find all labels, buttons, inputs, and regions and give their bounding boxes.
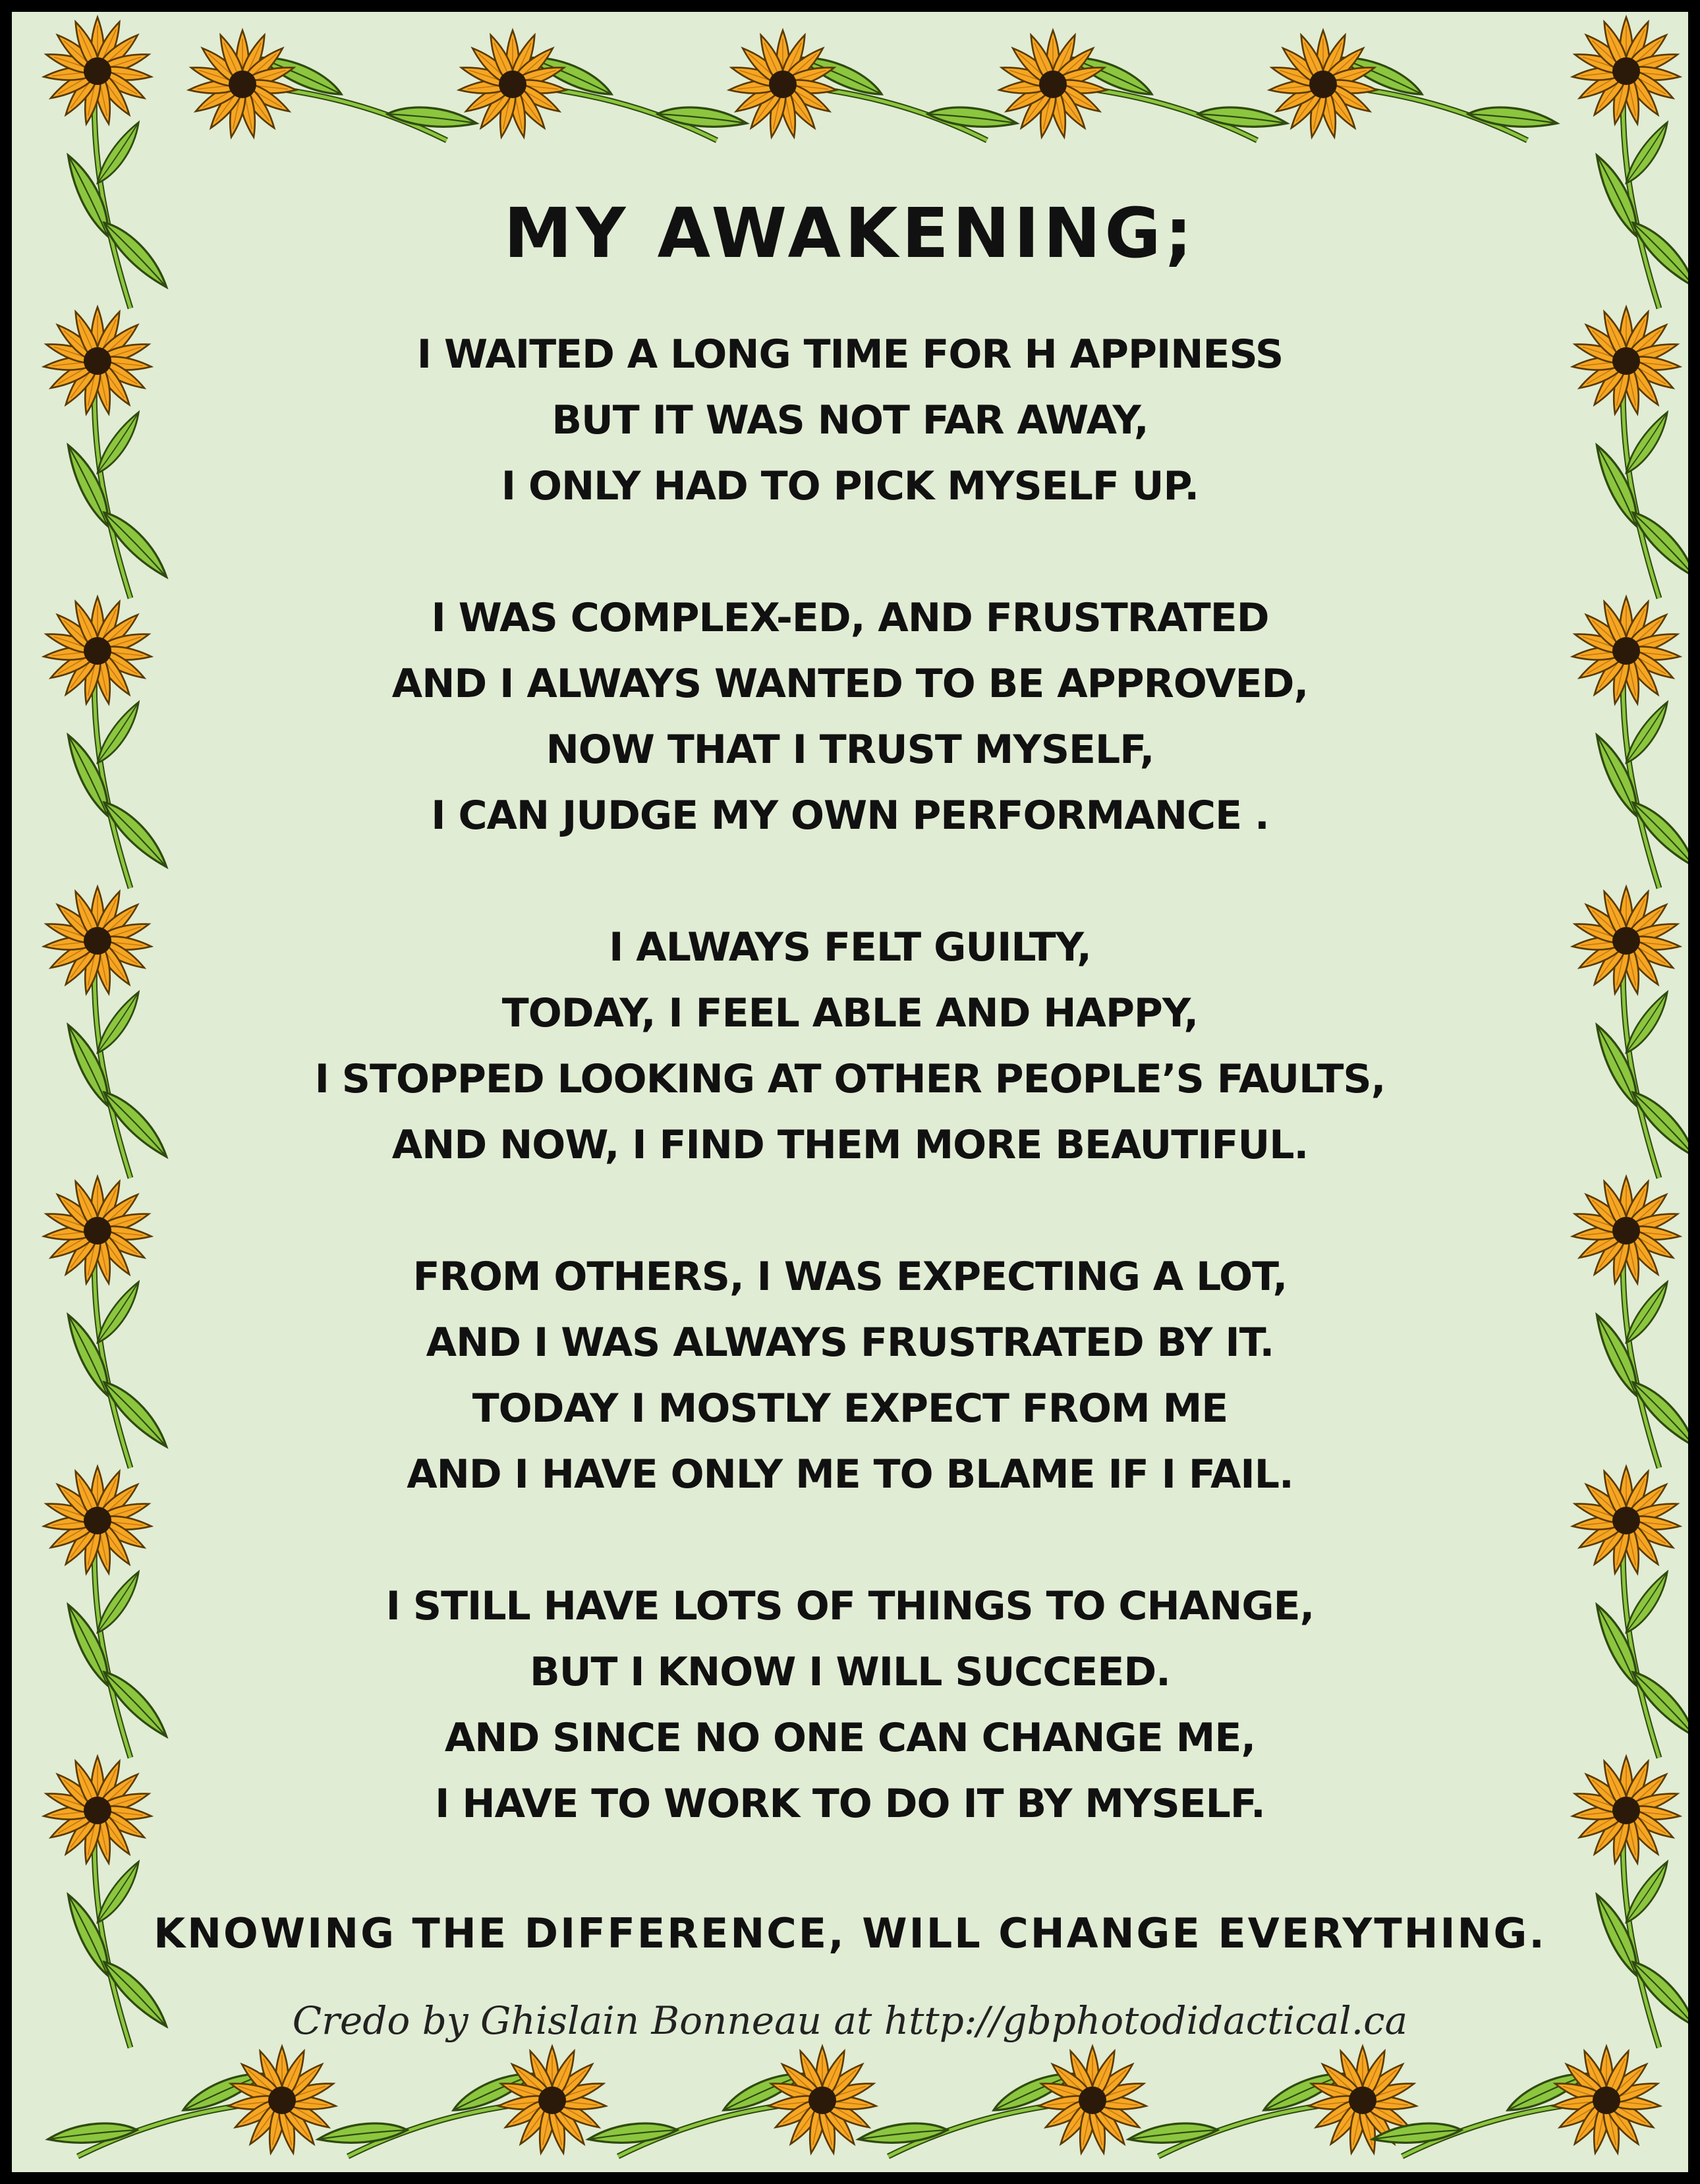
stanza (12, 914, 1688, 1178)
poem-line: TODAY, I FEEL ABLE AND HAPPY, (501, 990, 1199, 1036)
poem-line: AND I HAVE ONLY ME TO BLAME IF I FAIL. (407, 1451, 1293, 1498)
flower-icon (1152, 2034, 1429, 2166)
flower-icon (882, 2034, 1158, 2166)
closing-line: KNOWING THE DIFFERENCE, WILL CHANGE EVERYTHING. (154, 1909, 1546, 1957)
poem-line: I ONLY HAD TO PICK MYSELF UP. (501, 463, 1199, 509)
poem-line: I HAVE TO WORK TO DO IT BY MYSELF. (435, 1781, 1265, 1827)
flower-icon (341, 2034, 618, 2166)
flower-icon (71, 2034, 348, 2166)
poem-line: I WAS COMPLEX-ED, AND FRUSTRATED (431, 595, 1269, 641)
poem-line: AND SINCE NO ONE CAN CHANGE ME, (444, 1715, 1256, 1761)
poem-line: BUT I KNOW I WILL SUCCEED. (530, 1649, 1170, 1695)
stanza (12, 585, 1688, 849)
flower-icon (32, 18, 163, 322)
poem-line: AND I ALWAYS WANTED TO BE APPROVED, (391, 661, 1309, 707)
poster (12, 12, 1688, 2172)
flower-icon (1560, 18, 1688, 322)
flower-icon (447, 18, 723, 150)
poem-line: AND NOW, I FIND THEM MORE BEAUTIFUL. (391, 1122, 1309, 1168)
poem-line: BUT IT WAS NOT FAR AWAY, (552, 397, 1148, 443)
flower-icon (717, 18, 994, 150)
poem-line: FROM OTHERS, I WAS EXPECTING A LOT, (412, 1254, 1288, 1300)
flower-icon (611, 2034, 888, 2166)
poem-line: I ALWAYS FELT GUILTY, (609, 924, 1091, 970)
stanza (12, 322, 1688, 519)
stanza (12, 1244, 1688, 1507)
poem-line: NOW THAT I TRUST MYSELF, (546, 727, 1154, 773)
poem-line: I STILL HAVE LOTS OF THINGS TO CHANGE, (385, 1583, 1315, 1629)
poem-line: AND I WAS ALWAYS FRUSTRATED BY IT. (426, 1320, 1274, 1366)
credit-line: Credo by Ghislain Bonneau at http://gbphotodidactical.ca (292, 1998, 1408, 2043)
flower-icon (1257, 18, 1534, 150)
poem-line: I WAITED A LONG TIME FOR H APPINESS (416, 331, 1284, 378)
poem-title: MY AWAKENING; (503, 193, 1197, 273)
poem-line: TODAY I MOSTLY EXPECT FROM ME (472, 1386, 1228, 1432)
flower-icon (987, 18, 1264, 150)
poem-line: I STOPPED LOOKING AT OTHER PEOPLE’S FAULTS, (314, 1056, 1386, 1102)
flower-icon (177, 18, 453, 150)
flower-icon (1396, 2034, 1672, 2166)
stanza (12, 1573, 1688, 1837)
poem-line: I CAN JUDGE MY OWN PERFORMANCE . (431, 793, 1269, 839)
